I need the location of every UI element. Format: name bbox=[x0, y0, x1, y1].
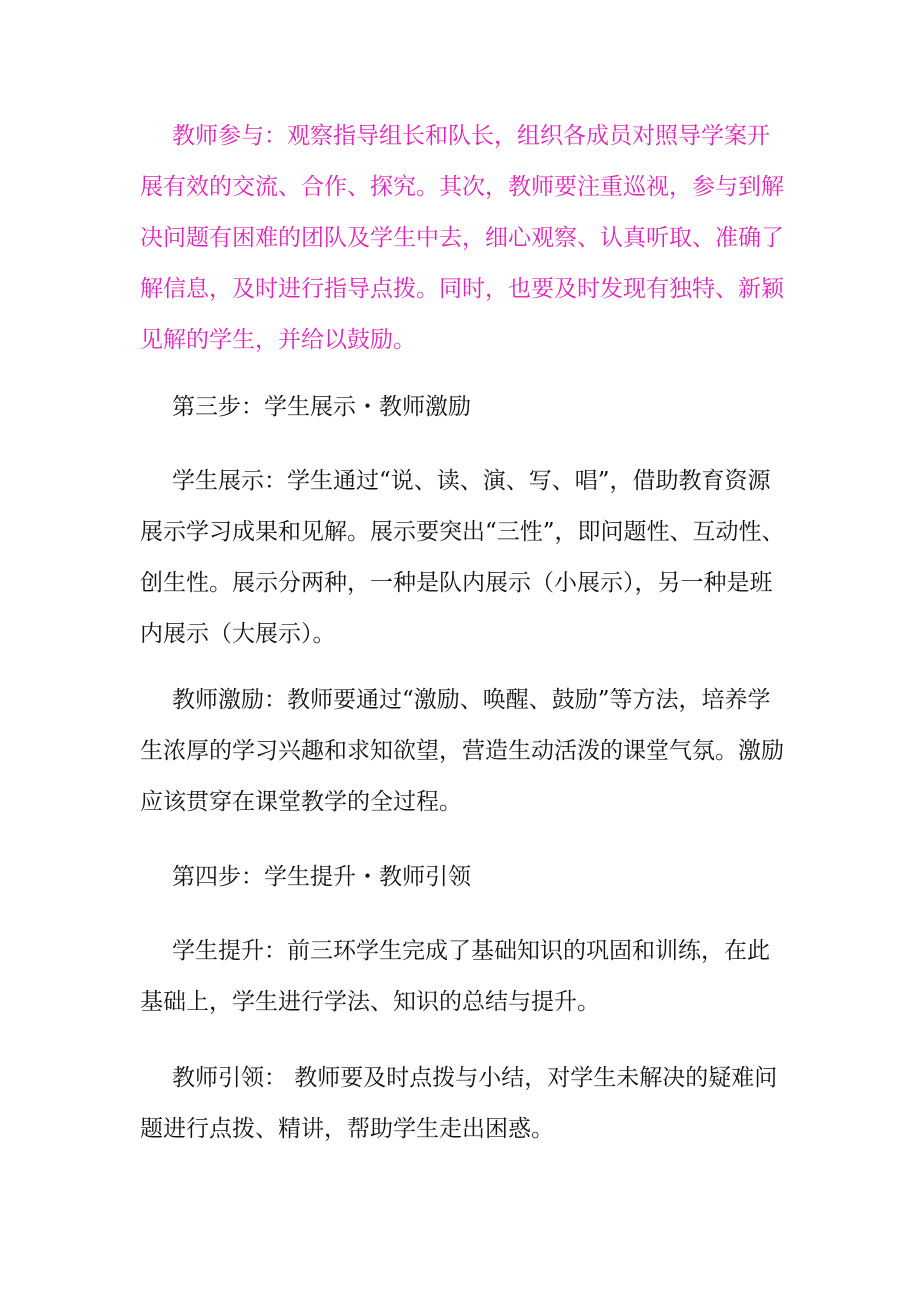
heading-step-four: 第四步：学生提升・教师引领 bbox=[172, 864, 471, 890]
heading-step-three: 第三步：学生展示・教师激励 bbox=[172, 394, 471, 420]
paragraph-teacher-guide: 教师引领： 教师要及时点拨与小结，对学生未解决的疑难问题进行点拨、精讲，帮助学生走出困惑。 bbox=[140, 1065, 778, 1142]
paragraph-teacher-motivate: 教师激励：教师要通过“激励、唤醒、鼓励”等方法，培养学生浓厚的学习兴趣和求知欲望，营造生动活泼的课堂气氛。激励应该贯穿在课堂教学的全过程。 bbox=[140, 687, 784, 815]
paragraph-student-improve: 学生提升：前三环学生完成了基础知识的巩固和训练，在此基础上，学生进行学法、知识的总结与提升。 bbox=[140, 938, 770, 1015]
paragraph-student-show: 学生展示：学生通过“说、读、演、写、唱”，借助教育资源展示学习成果和见解。展示要突出“三性”，即问题性、互动性、创生性。展示分两种，一种是队内展示（小展示），另一种是班内展示（大展示）。 bbox=[140, 468, 785, 647]
paragraph-teacher-participation: 教师参与：观察指导组长和队长，组织各成员对照导学案开展有效的交流、合作、探究。其次，教师要注重巡视，参与到解决问题有困难的团队及学生中去，细心观察、认真听取、准确了解信息，及时进行指导点拨。同时，也要及时发现有独特、新颖见解的学生，并给以鼓励。 bbox=[140, 123, 784, 353]
